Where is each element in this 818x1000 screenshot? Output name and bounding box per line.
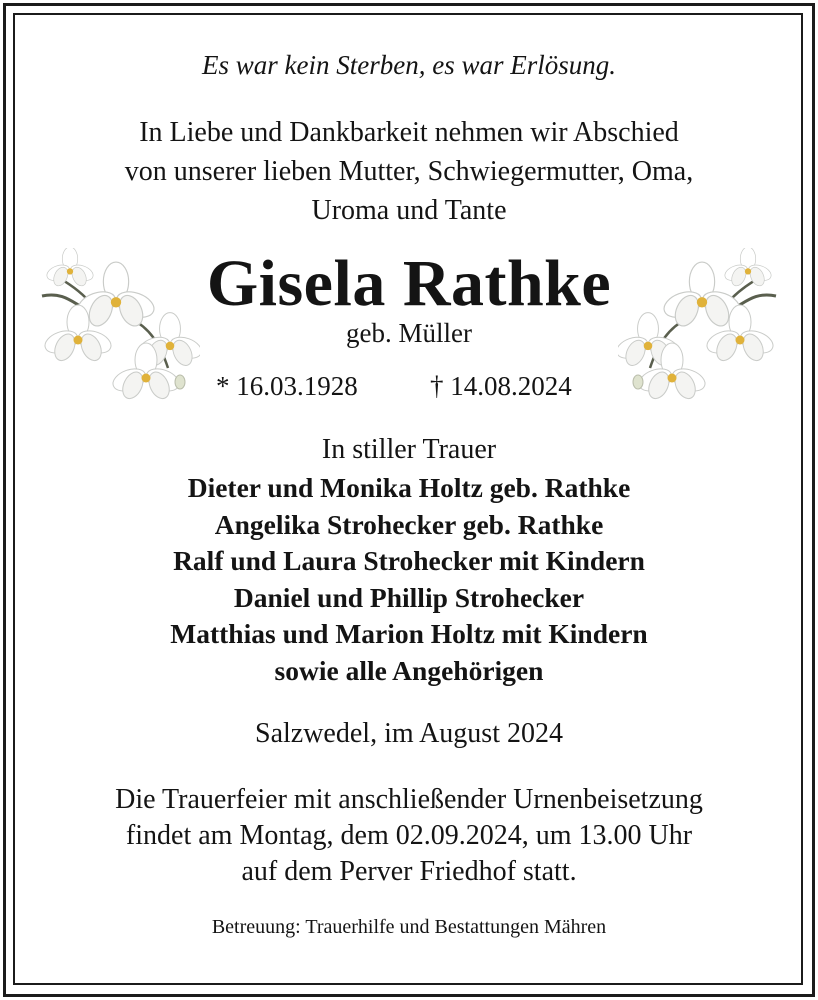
mourner-line: Dieter und Monika Holtz geb. Rathke [187,472,631,503]
mourning-intro: In stiller Trauer [321,434,497,465]
deceased-name: Gisela Rathke [206,247,612,320]
birth-date: * 16.03.1928 [216,371,358,401]
maiden-name: geb. Müller [346,318,472,348]
intro-line: In Liebe und Dankbarkeit nehmen wir Abschied [139,117,679,148]
undertaker-credit: Betreuung: Trauerhilfe und Bestattungen Mähren [211,916,607,938]
intro-line: von unserer lieben Mutter, Schwiegermutter, Oma, [124,156,694,187]
service-info [0,782,818,890]
intro-line: Uroma und Tante [311,195,507,226]
mourner-line: Angelika Strohecker geb. Rathke [214,508,604,540]
mourner-line: sowie alle Angehörigen [274,654,544,686]
mourner-line: Daniel und Phillip Strohecker [233,581,585,613]
mourner-line: Matthias und Marion Holtz mit Kindern [170,618,648,649]
mourner-line: Ralf und Laura Strohecker mit Kindern [173,545,645,576]
motto: Es war kein Sterben, es war Erlösung. [202,50,616,80]
intro-text [0,113,818,230]
mourners-list [0,470,818,689]
service-line: Die Trauerfeier mit anschließender Urnenbeisetzung [115,784,703,815]
place-date: Salzwedel, im August 2024 [255,718,563,749]
service-line: auf dem Perver Friedhof statt. [241,856,577,887]
death-date: † 14.08.2024 [430,371,572,401]
service-line: findet am Montag, dem 02.09.2024, um 13.00 Uhr [125,820,693,851]
